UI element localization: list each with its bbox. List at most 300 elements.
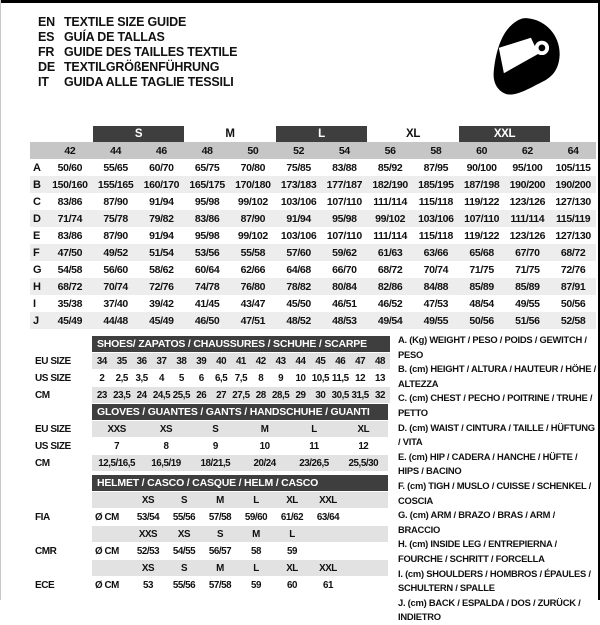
language-label: TEXTILGRÖßENFÜHRUNG — [64, 60, 220, 74]
size-group-row — [30, 126, 596, 142]
size-group-m: M — [225, 128, 235, 140]
filler-cell — [346, 560, 388, 577]
size-value: 37/40 — [103, 297, 128, 310]
size-value: 111/114 — [373, 195, 408, 208]
table-row — [35, 387, 390, 404]
size-value: 25,5 — [171, 387, 191, 404]
filler-cell — [346, 526, 388, 543]
size-value: 23 — [92, 387, 112, 404]
size-value: 155/165 — [93, 176, 139, 193]
size-value: 29 — [291, 387, 311, 404]
size-value: 41 — [231, 353, 251, 370]
row-label: C — [33, 195, 41, 208]
size-value: 76/80 — [230, 278, 276, 295]
size-value: 37 — [152, 353, 172, 370]
size-value: 27,5 — [231, 387, 251, 404]
size-value: 71/74 — [47, 210, 93, 227]
size-value: 35/38 — [57, 297, 83, 310]
size-value: 4 — [152, 370, 172, 387]
legend-item: A. (Kg) WEIGHT / PESO / POIDS / GEWITCH / PESO — [398, 334, 587, 360]
size-value: XS — [166, 526, 202, 543]
table-row — [35, 560, 388, 577]
column-header: 56 — [367, 142, 413, 159]
size-value: 23,5 — [112, 387, 132, 404]
size-value: 10,5 — [310, 370, 330, 387]
table-row — [30, 227, 596, 244]
size-value: 99/102 — [367, 210, 413, 227]
size-value: M — [238, 526, 274, 543]
size-value: 72/76 — [560, 263, 586, 276]
size-value: 6,5 — [211, 370, 231, 387]
size-value: 119/122 — [464, 195, 500, 208]
size-value: 47/50 — [47, 244, 93, 261]
size-value: 39 — [191, 353, 211, 370]
size-group-spacer — [550, 126, 596, 142]
legend-item: D. (cm) WAIST / CINTURA / TAILLE / HÜFTUNG / VITA — [398, 421, 595, 448]
size-value: 30 — [310, 387, 330, 404]
legend-item: I. (cm) SHOULDERS / HOMBROS / ÉPAULES / SCHULTERN / SPALLE — [398, 567, 591, 594]
size-value: 49/55 — [515, 297, 540, 310]
size-value: 8 — [251, 370, 271, 387]
size-value: 54/58 — [57, 263, 83, 276]
row-label: G — [33, 263, 42, 276]
size-value: 11 — [289, 438, 338, 455]
size-value: 43/47 — [240, 297, 266, 310]
row-label: CMR — [35, 543, 92, 560]
size-value: 48/53 — [322, 312, 368, 329]
size-value: 95/98 — [322, 210, 368, 227]
table-row — [35, 370, 390, 387]
size-group-s: S — [93, 126, 185, 142]
row-label — [35, 526, 92, 543]
size-value: 127/130 — [555, 229, 591, 242]
table-title-row — [35, 475, 388, 492]
unit-label: Ø CM — [92, 543, 130, 560]
language-row — [38, 30, 237, 45]
size-value: 75/78 — [93, 210, 139, 227]
table-row — [35, 509, 388, 526]
size-value: 2,5 — [112, 370, 132, 387]
column-header-row — [30, 142, 596, 159]
size-value: 43 — [271, 353, 291, 370]
language-row — [38, 45, 237, 60]
size-value: XL — [339, 421, 388, 438]
column-header: 50 — [230, 142, 276, 159]
size-value: 103/106 — [280, 195, 317, 208]
size-value: 85/89 — [459, 278, 505, 295]
size-value: 70/80 — [240, 161, 266, 174]
size-value: 7,5 — [231, 370, 251, 387]
table-row — [30, 278, 596, 295]
size-value: XS — [130, 492, 166, 509]
size-value: 54/55 — [166, 543, 202, 560]
language-code: DE — [38, 60, 55, 74]
size-value: 3,5 — [132, 370, 152, 387]
row-label: EU SIZE — [35, 421, 92, 438]
size-value: 45/49 — [47, 312, 93, 329]
column-header: 46 — [139, 142, 185, 159]
size-value: M — [202, 560, 238, 577]
shoes-size-table — [35, 336, 390, 404]
size-value: 63/64 — [310, 509, 346, 526]
table-row — [30, 244, 596, 261]
size-value: 85/89 — [505, 278, 551, 295]
size-value: M — [202, 492, 238, 509]
size-value: 55/56 — [166, 577, 202, 594]
size-value: 31,5 — [350, 387, 370, 404]
size-value: 46/50 — [184, 312, 230, 329]
size-value: 55/58 — [230, 244, 276, 261]
row-label: CM — [35, 455, 92, 472]
table-title: SHOES/ ZAPATOS / CHAUSSURES / SCHUHE / SCARPE — [92, 336, 390, 353]
size-value: 11,5 — [330, 370, 350, 387]
size-value: 74/78 — [184, 278, 230, 295]
column-header: 54 — [322, 142, 368, 159]
language-label: TEXTILE SIZE GUIDE — [64, 15, 187, 29]
size-value: 41/45 — [194, 297, 220, 310]
size-group-spacer — [30, 126, 93, 142]
size-value: 48 — [370, 353, 390, 370]
size-value: 12 — [339, 438, 388, 455]
title-spacer — [35, 475, 92, 492]
table-title-row — [35, 336, 390, 353]
language-code: EN — [38, 15, 55, 29]
language-code: FR — [38, 45, 55, 59]
size-value: 107/110 — [326, 195, 362, 208]
table-row — [30, 261, 596, 278]
legend-item: J. (cm) BACK / ESPALDA / DOS / ZURÜCK / INDIETRO — [398, 596, 581, 623]
filler-cell — [346, 543, 388, 560]
size-value: 75/85 — [286, 161, 311, 174]
size-value: 47/53 — [423, 297, 449, 310]
size-value: S — [166, 492, 202, 509]
row-label: B — [30, 176, 47, 193]
size-value: 71/75 — [515, 263, 540, 276]
table-title: GLOVES / GUANTES / GANTS / HANDSCHUHE / GUANTI — [92, 404, 388, 421]
size-value: 58 — [238, 543, 274, 560]
table-row — [35, 421, 388, 438]
top-border — [0, 0, 600, 3]
table-row — [35, 526, 388, 543]
size-value: 66/70 — [332, 263, 357, 276]
helmet-size-table — [35, 475, 388, 594]
size-value: 49/55 — [413, 312, 459, 329]
size-value: 111/114 — [373, 229, 408, 242]
size-value: 83/86 — [57, 195, 83, 208]
row-label: CM — [35, 387, 92, 404]
size-value: 61 — [310, 577, 346, 594]
size-value: 87/91 — [550, 278, 596, 295]
legend-item: F. (cm) TIGH / MUSLO / CUISSE / SCHENKEL / COSCIA — [398, 479, 591, 506]
left-border — [0, 0, 1, 600]
size-value: 51/56 — [505, 312, 551, 329]
size-value: 28,5 — [271, 387, 291, 404]
size-value: 59 — [274, 543, 310, 560]
row-label: F — [30, 244, 47, 261]
filler-cell — [346, 577, 388, 594]
column-header: 44 — [93, 142, 139, 159]
legend-item: G. (cm) ARM / BRAZO / BRAS / ARM / BRACCIO — [398, 509, 555, 535]
size-value: 42 — [251, 353, 271, 370]
filler-cell — [346, 509, 388, 526]
size-value: 2 — [92, 370, 112, 387]
size-value: 27 — [211, 387, 231, 404]
size-value: 99/102 — [237, 229, 268, 242]
size-value: 115/118 — [418, 195, 454, 208]
size-value: 187/198 — [459, 176, 505, 193]
size-value: 62/66 — [240, 263, 266, 276]
size-value: 23/26,5 — [289, 455, 338, 472]
row-label: EU SIZE — [35, 353, 92, 370]
size-value: 127/130 — [555, 195, 591, 208]
size-value: 52/58 — [550, 312, 596, 329]
gloves-size-table — [35, 404, 388, 472]
language-row — [38, 75, 237, 90]
table-row — [35, 455, 388, 472]
size-value: 5 — [171, 370, 191, 387]
size-value: 170/180 — [230, 176, 276, 193]
size-value: 85/92 — [377, 161, 403, 174]
unit-label — [92, 560, 130, 577]
size-value: 173/183 — [276, 176, 322, 193]
title-spacer — [35, 336, 92, 353]
size-value: 53/56 — [184, 244, 230, 261]
size-value: 12 — [350, 370, 370, 387]
language-label: GUIDA ALLE TAGLIE TESSILI — [64, 75, 234, 89]
size-value: 91/94 — [149, 229, 174, 242]
legend-item: H. (cm) INSIDE LEG / ENTREPIERNA / FOURCHE / SCHRITT / FORCELLA — [398, 538, 557, 564]
row-label: H — [30, 278, 47, 295]
size-value: 65/68 — [459, 244, 505, 261]
size-value: 105/115 — [555, 161, 591, 174]
size-value: 46/51 — [332, 297, 357, 310]
size-value: 35 — [112, 353, 132, 370]
unit-label: Ø CM — [92, 577, 130, 594]
title-spacer — [35, 404, 92, 421]
size-value: 78/82 — [276, 278, 322, 295]
size-value: 9 — [271, 370, 291, 387]
table-row — [30, 159, 596, 176]
table-row — [30, 193, 596, 210]
table-row — [30, 210, 596, 227]
size-value: 56/57 — [202, 543, 238, 560]
unit-label: Ø CM — [92, 509, 130, 526]
size-value: 95/100 — [512, 161, 543, 174]
size-value: 49/54 — [367, 312, 413, 329]
size-value: 190/200 — [550, 176, 596, 193]
filler-cell — [346, 492, 388, 509]
size-value: 26 — [191, 387, 211, 404]
size-value: 8 — [141, 438, 190, 455]
size-value: L — [289, 421, 338, 438]
size-value: 24 — [132, 387, 152, 404]
column-header: 62 — [505, 142, 551, 159]
size-value: 150/160 — [47, 176, 93, 193]
size-value: 95/98 — [194, 195, 220, 208]
size-value: 115/119 — [550, 210, 596, 227]
size-group-xl: XL — [406, 128, 420, 140]
size-value: 61/63 — [367, 244, 413, 261]
size-value: 87/90 — [103, 195, 128, 208]
size-value: L — [238, 560, 274, 577]
unit-label — [92, 526, 130, 543]
row-label: D — [30, 210, 47, 227]
row-label: ECE — [35, 577, 92, 594]
row-label: FIA — [35, 509, 92, 526]
size-value: 70/74 — [423, 263, 449, 276]
size-value: 10 — [291, 370, 311, 387]
size-value: 80/84 — [322, 278, 368, 295]
size-value: 59 — [238, 577, 274, 594]
size-value: 111/114 — [505, 210, 551, 227]
size-value: 57/58 — [202, 509, 238, 526]
size-value: 18/21,5 — [191, 455, 240, 472]
size-value: L — [274, 526, 310, 543]
size-value: 59/60 — [238, 509, 274, 526]
textile-size-table — [30, 126, 596, 329]
row-label — [35, 560, 92, 577]
size-value: 185/195 — [413, 176, 459, 193]
table-row — [35, 438, 388, 455]
table-row — [35, 492, 388, 509]
size-value: 83/86 — [57, 229, 83, 242]
size-value: 50/60 — [57, 161, 83, 174]
size-value: 79/82 — [139, 210, 185, 227]
unit-label — [92, 492, 130, 509]
size-value — [310, 526, 346, 543]
table-row — [35, 353, 390, 370]
size-value: 90/100 — [466, 161, 497, 174]
size-value: 107/110 — [326, 229, 362, 242]
size-value: XL — [274, 560, 310, 577]
size-value: 83/88 — [332, 161, 357, 174]
column-header: 42 — [47, 142, 93, 159]
size-value: 177/187 — [322, 176, 368, 193]
row-label — [35, 492, 92, 509]
size-value: 7 — [92, 438, 141, 455]
size-value: 83/86 — [184, 210, 230, 227]
language-label: GUÍA DE TALLAS — [64, 30, 165, 44]
size-value: 87/90 — [230, 210, 276, 227]
size-value: XS — [141, 421, 190, 438]
measurement-legend — [398, 333, 598, 625]
column-header: 52 — [276, 142, 322, 159]
size-value: 55/65 — [103, 161, 128, 174]
size-value: XXL — [310, 492, 346, 509]
size-value: 20/24 — [240, 455, 289, 472]
table-row — [30, 312, 596, 329]
language-code: IT — [38, 75, 49, 89]
legend-item: C. (cm) CHEST / PECHO / POITRINE / TRUHE / PETTO — [398, 392, 593, 418]
size-value: 51/54 — [139, 244, 185, 261]
size-value: 55/56 — [166, 509, 202, 526]
size-value: 53 — [130, 577, 166, 594]
size-value: 50/56 — [560, 297, 586, 310]
size-value: 99/102 — [237, 195, 268, 208]
size-value: 58/62 — [149, 263, 174, 276]
size-value: 6 — [191, 370, 211, 387]
size-value: 12,5/16,5 — [92, 455, 141, 472]
helmet-icon — [487, 14, 563, 107]
size-value: 72/76 — [139, 278, 185, 295]
size-value: 25,5/30 — [339, 455, 388, 472]
size-value: XS — [130, 560, 166, 577]
size-value: 123/126 — [509, 195, 546, 208]
size-value: S — [202, 526, 238, 543]
size-value: 57/58 — [202, 577, 238, 594]
size-value: 45 — [310, 353, 330, 370]
table-row — [35, 543, 388, 560]
size-value: 68/72 — [377, 263, 403, 276]
size-value: 56/60 — [103, 263, 128, 276]
language-row — [38, 60, 237, 75]
language-label: GUIDE DES TAILLES TEXTILE — [64, 45, 238, 59]
size-value: 65/75 — [194, 161, 220, 174]
size-value: 87/90 — [103, 229, 128, 242]
size-value: 48/54 — [469, 297, 494, 310]
size-value: 60/70 — [149, 161, 174, 174]
size-value: 36 — [132, 353, 152, 370]
size-value: 91/94 — [276, 210, 322, 227]
row-label: I — [33, 297, 36, 310]
size-value: 68/72 — [550, 244, 596, 261]
size-value: M — [240, 421, 289, 438]
size-value: 60 — [274, 577, 310, 594]
size-value: 34 — [92, 353, 112, 370]
size-group-l: L — [276, 126, 368, 142]
size-value: 40 — [211, 353, 231, 370]
size-value: 182/190 — [367, 176, 413, 193]
table-title: HELMET / CASCO / CASQUE / HELM / CASCO — [92, 475, 388, 492]
size-value: XXS — [130, 526, 166, 543]
column-header-spacer — [30, 142, 47, 159]
size-group-xxl: XXL — [459, 126, 551, 142]
size-value: L — [238, 492, 274, 509]
size-value: 39/42 — [149, 297, 174, 310]
size-value: 45/49 — [139, 312, 185, 329]
size-value — [310, 543, 346, 560]
size-value: 103/106 — [280, 229, 317, 242]
table-row — [35, 577, 388, 594]
size-value: 10 — [240, 438, 289, 455]
size-value: 91/94 — [149, 195, 174, 208]
size-value: 82/86 — [367, 278, 413, 295]
size-value: 52/53 — [130, 543, 166, 560]
size-value: 165/175 — [184, 176, 230, 193]
size-value: XL — [274, 492, 310, 509]
size-value: 47 — [350, 353, 370, 370]
size-value: 67/70 — [505, 244, 551, 261]
size-value: 60/64 — [194, 263, 220, 276]
table-row — [30, 295, 596, 312]
size-value: 38 — [171, 353, 191, 370]
size-value: 44 — [291, 353, 311, 370]
size-value: S — [166, 560, 202, 577]
size-value: XXS — [92, 421, 141, 438]
table-title-row — [35, 404, 388, 421]
legend-item: B. (cm) HEIGHT / ALTURA / HAUTEUR / HÖHE / ALTEZZA — [398, 363, 597, 389]
size-value: S — [191, 421, 240, 438]
size-value: 30,5 — [330, 387, 350, 404]
size-value: XXL — [310, 560, 346, 577]
size-value: 24,5 — [152, 387, 172, 404]
size-value: 48/52 — [276, 312, 322, 329]
size-value: 59/62 — [322, 244, 368, 261]
size-value: 50/56 — [459, 312, 505, 329]
size-value: 107/110 — [459, 210, 505, 227]
size-value: 87/95 — [423, 161, 449, 174]
row-label: US SIZE — [35, 370, 92, 387]
